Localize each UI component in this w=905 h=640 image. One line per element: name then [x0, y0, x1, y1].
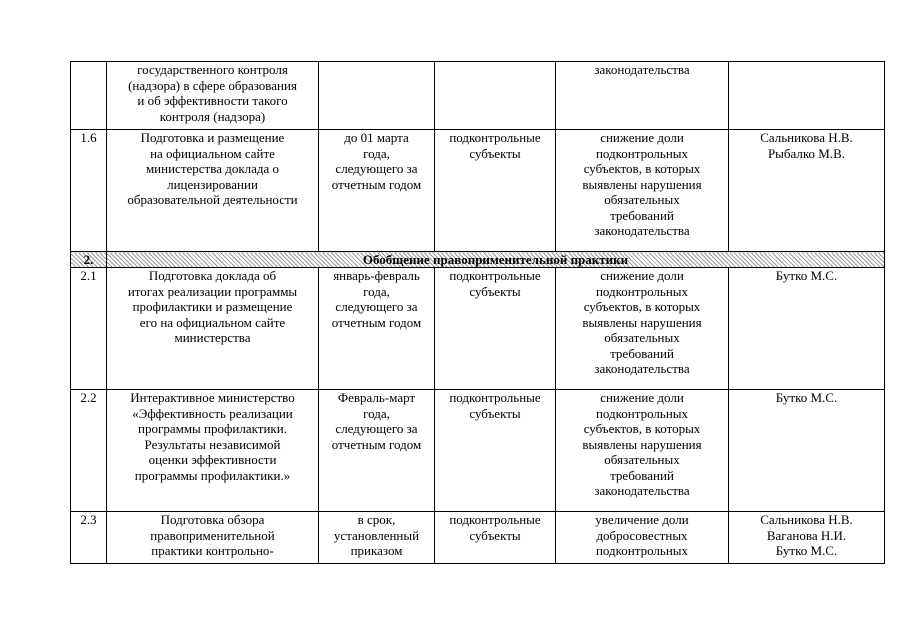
measure-name: Подготовка обзора правоприменительной практики контрольно- [107, 512, 319, 564]
measure-term: в срок, установленный приказом [319, 512, 435, 564]
measure-name: государственного контроля (надзора) в сфере образования и об эффективности такого контроля (надзора) [107, 62, 319, 130]
section-header-row [71, 252, 885, 268]
table-row [71, 512, 885, 564]
measure-term: до 01 марта года, следующего за отчетным годом [319, 130, 435, 252]
measure-result: увеличение доли добросовестных подконтрольных [556, 512, 729, 564]
measure-subjects: подконтрольные субъекты [435, 268, 556, 390]
row-number [71, 62, 107, 130]
activity-plan-table [70, 61, 885, 564]
measure-term: Февраль-март года, следующего за отчетным годом [319, 390, 435, 512]
measure-subjects [435, 62, 556, 130]
row-number: 2.1 [71, 268, 107, 390]
measure-result: снижение доли подконтрольных субъектов, в которых выявлены нарушения обязательных требований законодательства [556, 130, 729, 252]
measure-name: Интерактивное министерство «Эффективность реализации программы профилактики. Результаты независимой оценки эффективности программы профилактики.» [107, 390, 319, 512]
table-row [71, 130, 885, 252]
measure-responsible: Сальникова Н.В. Ваганова Н.И. Бутко М.С. [729, 512, 885, 564]
measure-name: Подготовка и размещение на официальном сайте министерства доклада о лицензировании образовательной деятельности [107, 130, 319, 252]
measure-term: январь-февраль года, следующего за отчетным годом [319, 268, 435, 390]
measure-result: законодательства [556, 62, 729, 130]
measure-name: Подготовка доклада об итогах реализации программы профилактики и размещение его на официальном сайте министерства [107, 268, 319, 390]
row-number: 1.6 [71, 130, 107, 252]
table-row [71, 390, 885, 512]
section-title: Обобщение правоприменительной практики [107, 252, 885, 268]
measure-subjects: подконтрольные субъекты [435, 512, 556, 564]
measure-responsible: Сальникова Н.В. Рыбалко М.В. [729, 130, 885, 252]
section-number: 2. [71, 252, 107, 268]
measure-term [319, 62, 435, 130]
measure-responsible [729, 62, 885, 130]
measure-subjects: подконтрольные субъекты [435, 390, 556, 512]
measure-responsible: Бутко М.С. [729, 390, 885, 512]
measure-result: снижение доли подконтрольных субъектов, в которых выявлены нарушения обязательных требований законодательства [556, 390, 729, 512]
table-row [71, 62, 885, 130]
measure-subjects: подконтрольные субъекты [435, 130, 556, 252]
measure-result: снижение доли подконтрольных субъектов, в которых выявлены нарушения обязательных требований законодательства [556, 268, 729, 390]
table-row [71, 268, 885, 390]
row-number: 2.3 [71, 512, 107, 564]
row-number: 2.2 [71, 390, 107, 512]
measure-responsible: Бутко М.С. [729, 268, 885, 390]
